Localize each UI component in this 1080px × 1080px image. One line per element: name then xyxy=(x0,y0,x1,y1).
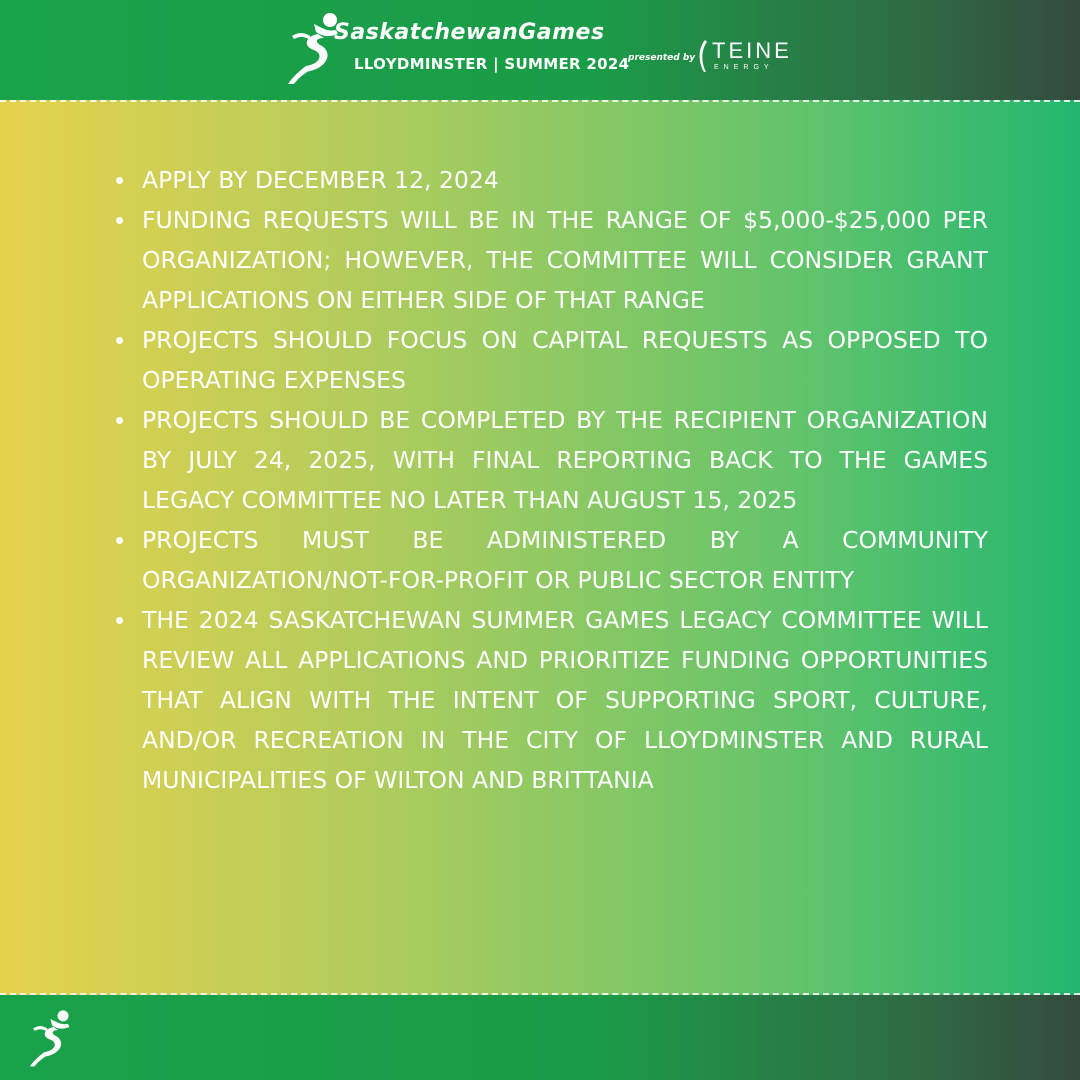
list-item-text: PROJECTS SHOULD BE COMPLETED BY THE RECIPIENT ORGANIZATION BY JULY 24, 2025, WITH FINAL REPORTING BACK TO THE GAMES LEGACY COMMITTEE NO LATER THAN AUGUST 15, 2025 xyxy=(142,406,988,514)
header-divider xyxy=(0,100,1080,102)
bullet-icon xyxy=(116,537,123,544)
footer-divider xyxy=(0,993,1080,995)
teine-flame-icon xyxy=(694,38,710,74)
bullet-icon xyxy=(116,177,123,184)
sponsor-subtitle: ENERGY xyxy=(714,64,774,71)
footer-band xyxy=(0,995,1080,1080)
list-item xyxy=(116,160,988,200)
list-item-text: PROJECTS SHOULD FOCUS ON CAPITAL REQUESTS AS OPPOSED TO OPERATING EXPENSES xyxy=(142,326,988,394)
list-item-text: THE 2024 SASKATCHEWAN SUMMER GAMES LEGACY COMMITTEE WILL REVIEW ALL APPLICATIONS AND PRIORITIZE FUNDING OPPORTUNITIES THAT ALIGN WITH THE INTENT OF SUPPORTING SPORT, CULTURE, AND/OR RECREATION IN THE CITY OF LLOYDMINSTER AND RURAL MUNICIPALITIES OF WILTON AND BRITTANIA xyxy=(142,606,988,794)
list-item xyxy=(116,200,988,320)
footer-runner-logo-icon xyxy=(22,1008,82,1068)
list-item-text: APPLY BY DECEMBER 12, 2024 xyxy=(142,166,499,194)
list-item xyxy=(116,600,988,800)
bullet-icon xyxy=(116,617,123,624)
event-edition: LLOYDMINSTER | SUMMER 2024 xyxy=(354,55,630,73)
list-item xyxy=(116,520,988,600)
sponsor-name: TEINE xyxy=(712,38,792,63)
sponsor-logo xyxy=(694,38,804,78)
games-logo xyxy=(284,6,630,86)
list-item xyxy=(116,400,988,520)
list-item xyxy=(116,320,988,400)
bullet-icon xyxy=(116,217,123,224)
brand-name: SaskatchewanGames xyxy=(334,20,605,45)
list-item-text: PROJECTS MUST BE ADMINISTERED BY A COMMUNITY ORGANIZATION/NOT-FOR-PROFIT OR PUBLIC SECTOR ENTITY xyxy=(142,526,988,594)
presented-by-label: presented by xyxy=(628,53,696,63)
eligibility-list xyxy=(116,160,988,800)
bullet-icon xyxy=(116,337,123,344)
bullet-icon xyxy=(116,417,123,424)
list-item-text: FUNDING REQUESTS WILL BE IN THE RANGE OF $5,000-$25,000 PER ORGANIZATION; HOWEVER, THE COMMITTEE WILL CONSIDER GRANT APPLICATIONS ON EITHER SIDE OF THAT RANGE xyxy=(142,206,988,314)
